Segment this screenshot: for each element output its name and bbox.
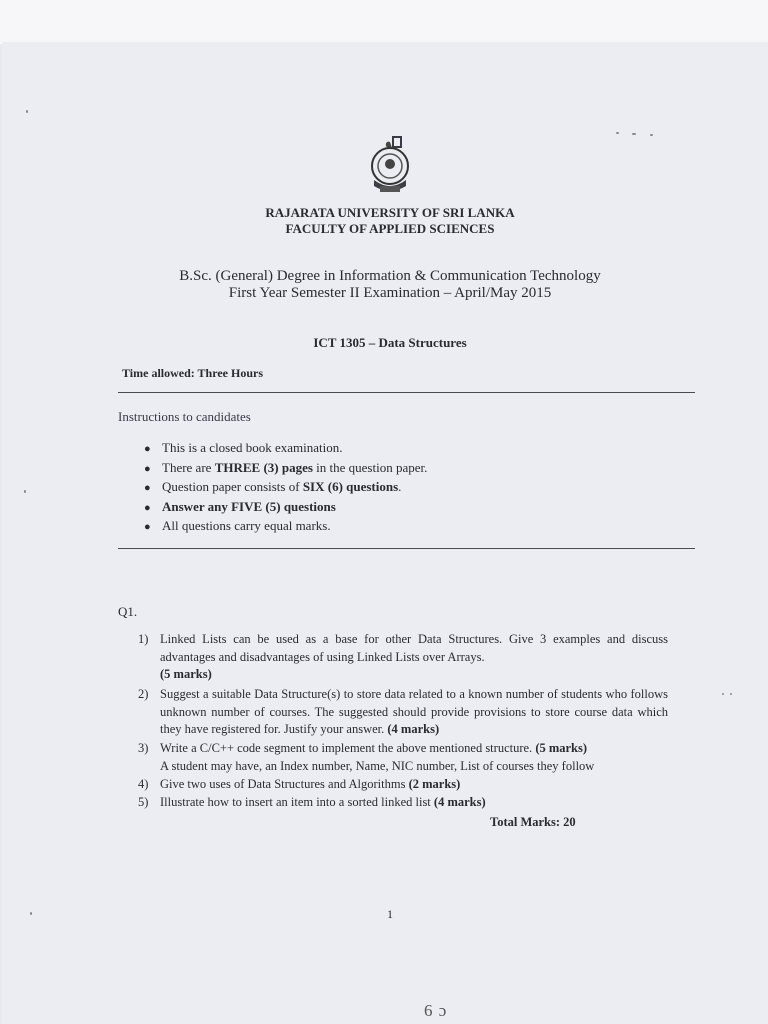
question-label: Q1.	[118, 604, 138, 619]
bullet-icon: ●	[144, 462, 151, 475]
institution-block	[100, 205, 680, 237]
exam-title: First Year Semester II Examination – April/May 2015	[228, 285, 552, 301]
item-number: 3)	[138, 741, 149, 755]
item-text: Illustrate how to insert an item into a sorted linked list	[160, 795, 431, 809]
instruction-item: ● Question paper consists of SIX (6) questions.	[144, 477, 427, 497]
handwritten-stamp: 6 ɔ	[424, 1001, 448, 1020]
item-text: Give two uses of Data Structures and Algorithms	[160, 777, 406, 791]
bullet-icon: ●	[144, 501, 151, 514]
divider-bottom	[118, 548, 695, 549]
question-item	[138, 740, 668, 775]
question-item	[138, 776, 668, 794]
university-crest-icon	[366, 134, 414, 198]
degree-block	[100, 268, 680, 302]
bullet-icon: ●	[144, 521, 151, 533]
instruction-item: ● There are THREE (3) pages in the question paper.	[144, 458, 427, 478]
university-name: RAJARATA UNIVERSITY OF SRI LANKA	[265, 205, 515, 220]
item-marks: (5 marks)	[535, 741, 588, 755]
question-item	[138, 631, 668, 684]
scan-speck	[30, 912, 32, 915]
page-number: 1	[387, 907, 393, 921]
scan-speck	[632, 133, 636, 135]
bullet-icon: ●	[144, 482, 151, 494]
item-text: Linked Lists can be used as a base for other Data Structures. Give 3 examples and discuss advantages and disadvantages of using Linked Lists over Arrays.	[160, 632, 668, 664]
degree-title: B.Sc. (General) Degree in Information & Communication Technology	[179, 268, 601, 284]
item-marks: (5 marks)	[160, 667, 212, 681]
item-number: 4)	[138, 777, 149, 791]
instruction-item: ● This is a closed book examination.	[144, 438, 427, 458]
item-text: Suggest a suitable Data Structure(s) to store data related to a known number of students who follows unknown number of courses. The suggested should provide provisions to store course data which they have registered for. Justify your answer.	[160, 687, 668, 736]
divider-top	[118, 392, 695, 393]
question-item	[138, 686, 668, 739]
total-marks: Total Marks: 20	[490, 815, 576, 829]
instruction-item: ● Answer any FIVE (5) questions	[144, 497, 427, 517]
scan-top-margin	[0, 0, 768, 44]
item-number: 2)	[138, 687, 149, 701]
faculty-name: FACULTY OF APPLIED SCIENCES	[285, 221, 495, 236]
time-allowed: Time allowed: Three Hours	[122, 366, 263, 380]
scan-speck	[616, 132, 619, 134]
scan-speck	[650, 134, 653, 136]
scan-speck	[722, 693, 724, 695]
item-number: 1)	[138, 632, 149, 646]
item-number: 5)	[138, 795, 149, 809]
item-marks: (2 marks)	[408, 777, 461, 791]
instructions-title: Instructions to candidates	[118, 409, 251, 424]
instruction-item: ● All questions carry equal marks.	[144, 516, 427, 536]
scan-speck	[730, 693, 732, 695]
instructions-list	[144, 438, 427, 536]
item-note: A student may have, an Index number, Name, NIC number, List of courses they follow	[160, 758, 595, 773]
course-title: ICT 1305 – Data Structures	[313, 335, 467, 350]
question-item	[138, 794, 668, 812]
bullet-icon: ●	[144, 443, 151, 455]
item-text: Write a C/C++ code segment to implement the above mentioned structure.	[160, 741, 533, 755]
item-marks: (4 marks)	[433, 795, 486, 809]
item-marks: (4 marks)	[387, 722, 440, 736]
scan-speck	[26, 110, 28, 113]
scan-speck	[24, 490, 26, 493]
